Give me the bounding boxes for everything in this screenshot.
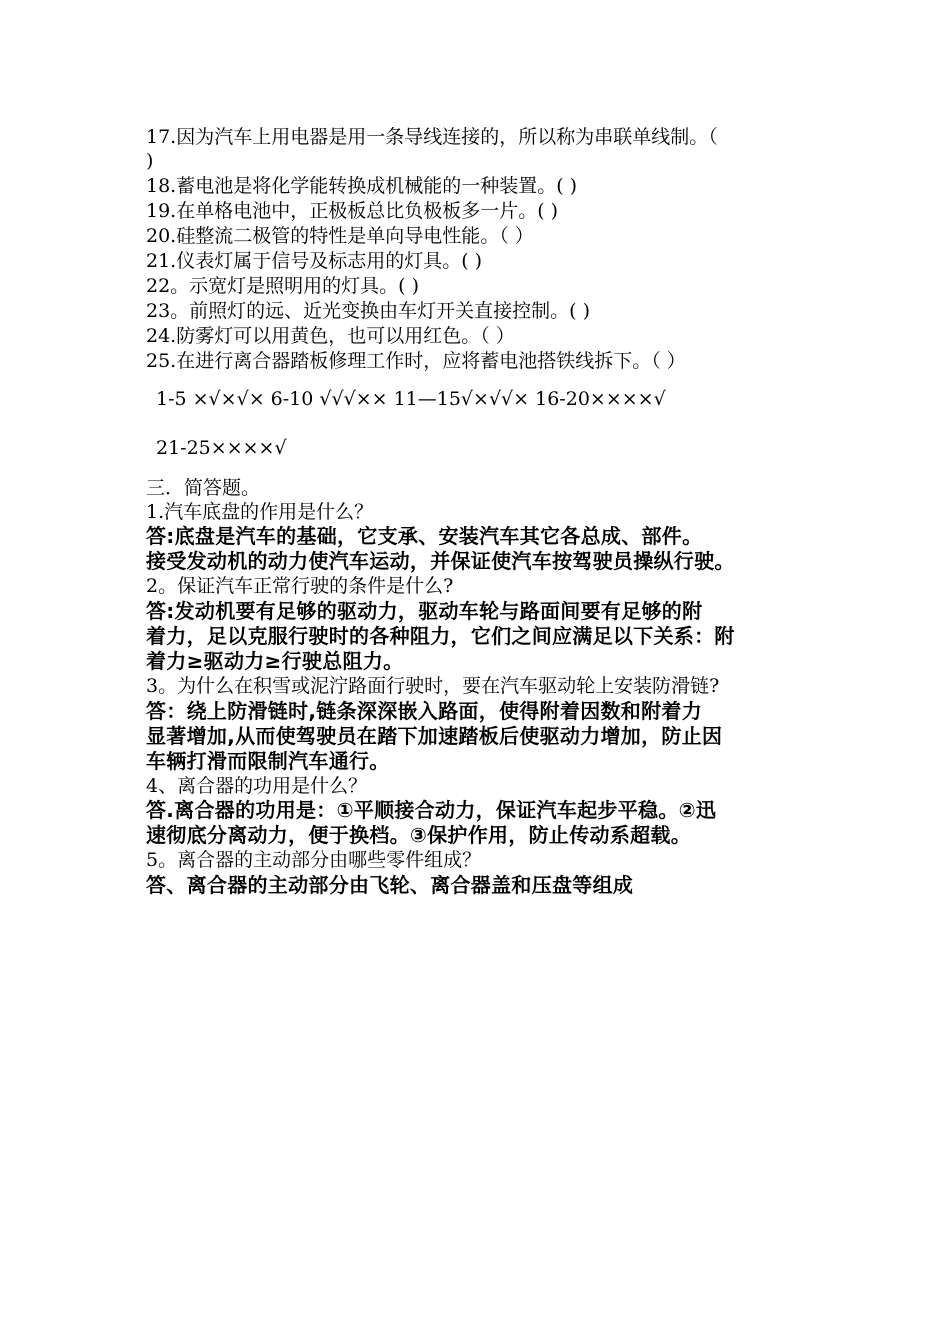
question-24: 24.防雾灯可以用黄色，也可以用红色。（ ） xyxy=(146,325,515,347)
answer-3-line-3: 车辆打滑而限制汽车通行。 xyxy=(146,749,390,773)
answer-2-line-1: 答:发动机要有足够的驱动力，驱动车轮与路面间要有足够的附 xyxy=(146,599,703,623)
answer-2-line-2: 着力，足以克服行驶时的各种阻力，它们之间应满足以下关系：附 xyxy=(146,624,735,648)
question-23: 23。前照灯的远、近光变换由车灯开关直接控制。( ) xyxy=(146,300,591,322)
answer-key-line-2: 21-25××××√ xyxy=(156,437,287,459)
question-20: 20.硅整流二极管的特性是单向导电性能。（ ） xyxy=(146,225,534,247)
question-19: 19.在单格电池中，正极板总比负极板多一片。( ) xyxy=(146,200,559,222)
answer-key-line-1: 1-5 ×√×√× 6-10 √√√×× 11—15√×√√× 16-20××××√ xyxy=(156,388,666,410)
question-4: 4、离合器的功用是什么？ xyxy=(146,775,368,797)
answer-4-line-1: 答.离合器的功用是：①平顺接合动力，保证汽车起步平稳。②迅 xyxy=(146,798,717,822)
answer-1-line-2: 接受发动机的动力使汽车运动，并保证使汽车按驾驶员操纵行驶。 xyxy=(146,549,735,573)
answer-3-line-1: 答：绕上防滑链时,链条深深嵌入路面，使得附着因数和附着力 xyxy=(146,699,702,723)
answer-1-line-1: 答:底盘是汽车的基础，它支承、安装汽车其它各总成、部件。 xyxy=(146,524,703,548)
question-18: 18.蓄电池是将化学能转换成机械能的一种装置。( ) xyxy=(146,175,578,197)
section-heading: 三．简答题。 xyxy=(146,477,261,499)
question-2: 2。保证汽车正常行驶的条件是什么? xyxy=(146,575,454,597)
question-17-cont: ) xyxy=(146,150,154,172)
answer-3-line-2: 显著增加,从而使驾驶员在踏下加速踏板后使驱动力增加，防止因 xyxy=(146,724,723,748)
question-25: 25.在进行离合器踏板修理工作时，应将蓄电池搭铁线拆下。（ ） xyxy=(146,350,686,372)
answer-4-line-2: 速彻底分离动力，便于换档。③保护作用，防止传动系超载。 xyxy=(146,823,692,847)
answer-2-line-3: 着力≥驱动力≥行驶总阻力。 xyxy=(146,649,404,673)
question-3: 3。为什么在积雪或泥泞路面行驶时，要在汽车驱动轮上安装防滑链? xyxy=(146,675,720,697)
question-17: 17.因为汽车上用电器是用一条导线连接的，所以称为串联单线制。（ xyxy=(146,126,718,148)
answer-5-line-1: 答、离合器的主动部分由飞轮、离合器盖和压盘等组成 xyxy=(146,873,634,897)
question-21: 21.仪表灯属于信号及标志用的灯具。( ) xyxy=(146,250,483,272)
question-1: 1.汽车底盘的作用是什么？ xyxy=(146,501,374,523)
question-22: 22。示宽灯是照明用的灯具。( ) xyxy=(146,275,420,297)
question-5: 5。离合器的主动部分由哪些零件组成？ xyxy=(146,849,482,871)
